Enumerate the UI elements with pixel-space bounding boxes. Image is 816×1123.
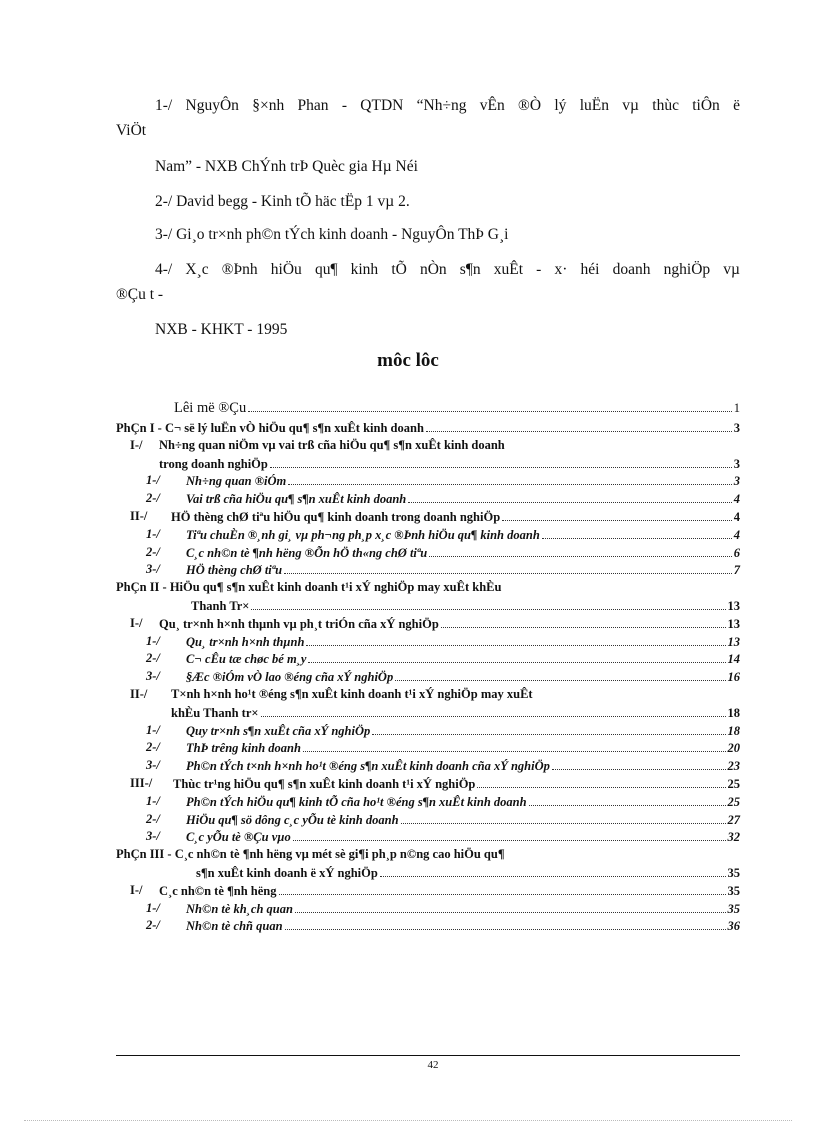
toc-entry-page: 35 — [727, 901, 740, 916]
toc-entry-number: 3-/ — [146, 758, 160, 773]
toc-entry-sub-2-2-3[interactable] — [116, 757, 740, 775]
toc-entry-part-2[interactable] — [116, 579, 740, 597]
toc-entry-page: 18 — [727, 705, 740, 720]
toc-entry-page: 3 — [733, 421, 740, 435]
toc-entry-page: 4 — [733, 509, 740, 524]
toc-entry-text: Thùc tr¹ng hiÖu qu¶ s¶n xuÊt kinh doanh t¹i xÝ nghiÖp — [173, 776, 476, 791]
toc-entry-section-1-2[interactable] — [116, 508, 740, 526]
toc-entry-text: C¬ cÊu tæ chøc bé m¸y — [186, 652, 307, 667]
toc-entry-part-3[interactable] — [116, 846, 740, 864]
reference-2: 2-/ David begg - Kinh tÕ häc tËp 1 vµ 2. — [155, 193, 410, 210]
toc-entry-page: 35 — [727, 883, 740, 898]
toc-entry-text: PhÇn I - C¬ së lý luËn vÒ hiÖu qu¶ s¶n xuÊt kinh doanh — [116, 421, 424, 435]
reference-1-line-1: 1-/ NguyÔn §×nh Phan - QTDN “Nh÷ng vÊn ®Ò lý luËn vµ thùc tiÔn ë — [155, 97, 740, 114]
reference-4-line-1: 4-/ X¸c ®Þnh hiÖu qu¶ kinh tÕ nÒn s¶n xuÊt - x· héi doanh nghiÖp vµ — [155, 261, 740, 278]
toc-entry-number: 1-/ — [146, 473, 160, 488]
toc-entry-number: II-/ — [130, 508, 148, 523]
toc-entry-part-1[interactable] — [116, 419, 740, 437]
reference-1-line-2: ViÖt — [116, 122, 147, 139]
toc-entry-text: Nh÷ng quan niÖm vµ vai trß cña hiÖu qu¶ s¶n xuÊt kinh doanh — [159, 437, 505, 452]
toc-entry-sub-2-1-3[interactable] — [116, 668, 740, 686]
toc-entry-page: 4 — [733, 492, 740, 507]
toc-entry-sub-3-1-2[interactable] — [116, 917, 740, 935]
toc-entry-number: I-/ — [130, 437, 143, 452]
toc-entry-page: 35 — [727, 865, 740, 880]
reference-4-line-2: ®Çu t - — [116, 286, 164, 303]
reference-3: 3-/ Gi¸o tr×nh ph©n tÝch kinh doanh - NguyÔn ThÞ G¸i — [155, 226, 509, 243]
toc-entry-sub-2-2-1[interactable] — [116, 722, 740, 740]
toc-entry-text: PhÇn II - HiÖu qu¶ s¶n xuÊt kinh doanh t¹i xÝ nghiÖp may xuÊt khÈu — [116, 580, 502, 595]
toc-entry-number: 2-/ — [146, 544, 160, 559]
toc-entry-sub-1-2-3[interactable] — [116, 561, 740, 579]
toc-entry-page: 32 — [727, 830, 740, 845]
page-bottom-border — [24, 1120, 792, 1121]
toc-entry-number: 1-/ — [146, 793, 160, 808]
toc-entry-page: 27 — [727, 812, 740, 827]
toc-entry-text: Nh÷ng quan ®iÓm — [186, 474, 287, 489]
toc-entry-text: ThÞ trêng kinh doanh — [186, 741, 301, 756]
toc-entry-page: 1 — [733, 401, 740, 415]
toc-entry-page: 36 — [727, 919, 740, 934]
toc-entry-page: 14 — [727, 652, 740, 667]
toc-entry-text: C¸c nh©n tè ¶nh hëng ®Õn hÖ th«ng chØ tiªu — [186, 545, 428, 560]
toc-entry-text: Qu¸ tr×nh h×nh thµnh vµ ph¸t triÓn cña xÝ nghiÖp — [159, 616, 439, 631]
toc-entry-page: 23 — [727, 759, 740, 774]
toc-entry-number: 3-/ — [146, 829, 160, 844]
toc-entry-text: Ph©n tÝch hiÖu qu¶ kinh tÕ cña ho¹t ®éng s¶n xuÊt kinh doanh — [186, 794, 527, 809]
footer-divider — [116, 1055, 740, 1056]
toc-entry-text: C¸c yÕu tè ®Çu vµo — [186, 830, 291, 845]
toc-entry-number: 1-/ — [146, 526, 160, 541]
toc-entry-number: 3-/ — [146, 669, 160, 684]
toc-entry-page: 18 — [727, 723, 740, 738]
toc-entry-number: 2-/ — [146, 811, 160, 826]
toc-entry-text: khÈu Thanh tr× — [171, 705, 259, 720]
toc-entry-text: HiÖu qu¶ sö dông c¸c yÕu tè kinh doanh — [186, 812, 399, 827]
toc-entry-sub-1-1-2[interactable] — [116, 490, 740, 508]
toc-entry-page: 25 — [727, 794, 740, 809]
toc-entry-sub-2-3-1[interactable] — [116, 793, 740, 811]
toc-entry-number: 2-/ — [146, 491, 160, 506]
toc-entry-number: 2-/ — [146, 740, 160, 755]
toc-entry-text: HÖ thèng chØ tiªu — [186, 563, 283, 578]
toc-entry-page: 7 — [733, 563, 740, 578]
toc-entry-page: 13 — [727, 616, 740, 631]
toc-title: môc lôc — [377, 350, 439, 371]
toc-entry-text: Thanh Tr× — [191, 598, 250, 613]
page-number: 42 — [427, 1059, 439, 1071]
toc-entry-number: 1-/ — [146, 900, 160, 915]
toc-entry-text: §Æc ®iÓm vÒ lao ®éng cña xÝ nghiÖp — [186, 670, 394, 685]
toc-entry-number: III-/ — [130, 775, 153, 790]
toc-entry-page: 6 — [733, 545, 740, 560]
toc-entry-number: 3-/ — [146, 562, 160, 577]
toc-entry-part-2-cont[interactable] — [116, 597, 740, 615]
toc-entry-page: 16 — [727, 670, 740, 685]
toc-entry-section-1-1-cont[interactable] — [116, 455, 740, 473]
toc-entry-section-2-3[interactable] — [116, 775, 740, 793]
toc-entry-text: s¶n xuÊt kinh doanh ë xÝ nghiÖp — [196, 865, 378, 880]
toc-entry-text: Lêi më ®Çu — [174, 400, 247, 416]
toc-entry-section-2-2-cont[interactable] — [116, 704, 740, 722]
toc-entry-page: 20 — [727, 741, 740, 756]
toc-entry-sub-2-3-3[interactable] — [116, 828, 740, 846]
toc-entry-text: PhÇn III - C¸c nh©n tè ¶nh hëng vµ mét sè gi¶i ph¸p n©ng cao hiÖu qu¶ — [116, 847, 505, 862]
toc-entry-number: II-/ — [130, 686, 148, 701]
toc-entry-sub-3-1-1[interactable] — [116, 900, 740, 918]
reference-1-publisher: Nam” - NXB ChÝnh trÞ Quèc gia Hµ Néi — [155, 158, 418, 175]
toc-entry-section-2-2[interactable] — [116, 686, 740, 704]
toc-entry-number: I-/ — [130, 882, 143, 897]
toc-entry-sub-2-1-2[interactable] — [116, 650, 740, 668]
toc-entry-text: HÖ thèng chØ tiªu hiÖu qu¶ kinh doanh trong doanh nghiÖp — [171, 509, 501, 524]
toc-entry-text: C¸c nh©n tè ¶nh hëng — [159, 883, 277, 898]
table-of-contents — [116, 398, 740, 935]
toc-entry-part-3-cont[interactable] — [116, 864, 740, 882]
toc-entry-page: 25 — [727, 776, 740, 791]
toc-entry-number: I-/ — [130, 615, 143, 630]
toc-entry-number: 1-/ — [146, 633, 160, 648]
toc-entry-text: Quy tr×nh s¶n xuÊt cña xÝ nghiÖp — [186, 723, 371, 738]
toc-entry-number: 1-/ — [146, 722, 160, 737]
toc-entry-sub-2-1-1[interactable] — [116, 633, 740, 651]
toc-entry-number: 2-/ — [146, 918, 160, 933]
toc-entry-sub-1-2-2[interactable] — [116, 544, 740, 562]
toc-entry-text: T×nh h×nh ho¹t ®éng s¶n xuÊt kinh doanh t¹i xÝ nghiÖp may xuÊt — [171, 686, 533, 701]
toc-entry-page: 13 — [727, 598, 740, 613]
toc-entry-page: 4 — [733, 527, 740, 542]
toc-entry-sub-2-2-2[interactable] — [116, 739, 740, 757]
toc-entry-section-3-1[interactable] — [116, 882, 740, 900]
toc-entry-page: 13 — [727, 634, 740, 649]
toc-entry-number: 2-/ — [146, 651, 160, 666]
toc-entry-section-2-1[interactable] — [116, 615, 740, 633]
toc-entry-sub-1-1-1[interactable] — [116, 472, 740, 490]
toc-entry-sub-2-3-2[interactable] — [116, 811, 740, 829]
toc-entry-text: Ph©n tÝch t×nh h×nh ho¹t ®éng s¶n xuÊt kinh doanh cña xÝ nghiÖp — [186, 759, 550, 774]
toc-entry-text: Qu¸ tr×nh h×nh thµnh — [186, 634, 305, 649]
reference-4-publisher: NXB - KHKT - 1995 — [155, 321, 288, 338]
toc-entry-text: Nh©n tè chñ quan — [186, 919, 283, 934]
toc-entry-text: trong doanh nghiÖp — [159, 456, 268, 471]
toc-entry-section-1-1[interactable] — [116, 437, 740, 455]
toc-entry-sub-1-2-1[interactable] — [116, 526, 740, 544]
toc-entry-page: 3 — [733, 474, 740, 489]
toc-entry-text: Tiªu chuÈn ®¸nh gi¸ vµ ph¬ng ph¸p x¸c ®Þnh hiÖu qu¶ kinh doanh — [186, 527, 540, 542]
toc-entry-introduction[interactable] — [116, 398, 740, 419]
toc-entry-page: 3 — [733, 456, 740, 471]
toc-entry-text: Vai trß cña hiÖu qu¶ s¶n xuÊt kinh doanh — [186, 492, 407, 507]
toc-entry-text: Nh©n tè kh¸ch quan — [186, 901, 293, 916]
